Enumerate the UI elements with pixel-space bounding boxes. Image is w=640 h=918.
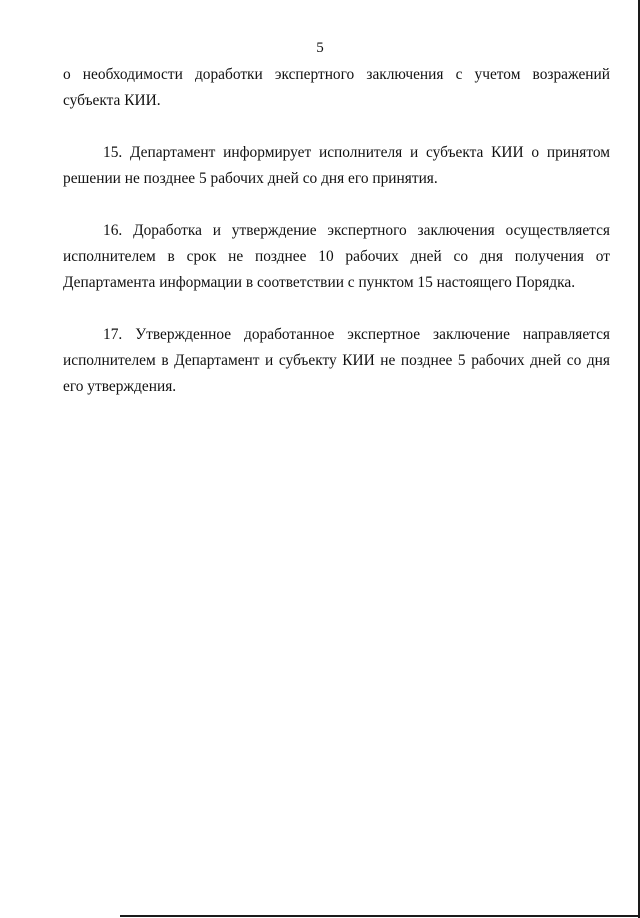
paragraph-17: 17. Утвержденное доработанное экспертное заключение направляется исполнителем в Департамент и субъекту КИИ не позднее 5 рабочих дней со дня его утверждения. <box>63 326 610 395</box>
paragraph-continuation: о необходимости доработки экспертного заключения с учетом возражений субъекта КИИ. <box>63 66 610 109</box>
page-number: 5 <box>316 40 324 56</box>
page-edge-bottom <box>120 915 640 917</box>
document-body <box>63 62 610 426</box>
paragraph-15: 15. Департамент информирует исполнителя и субъекта КИИ о принятом решении не позднее 5 рабочих дней со дня его принятия. <box>63 144 610 187</box>
paragraph-16: 16. Доработка и утверждение экспертного заключения осуществляется исполнителем в срок не позднее 10 рабочих дней со дня получения от Департамента информации в соответствии с пунктом 15 настоящего Порядка. <box>63 222 610 291</box>
